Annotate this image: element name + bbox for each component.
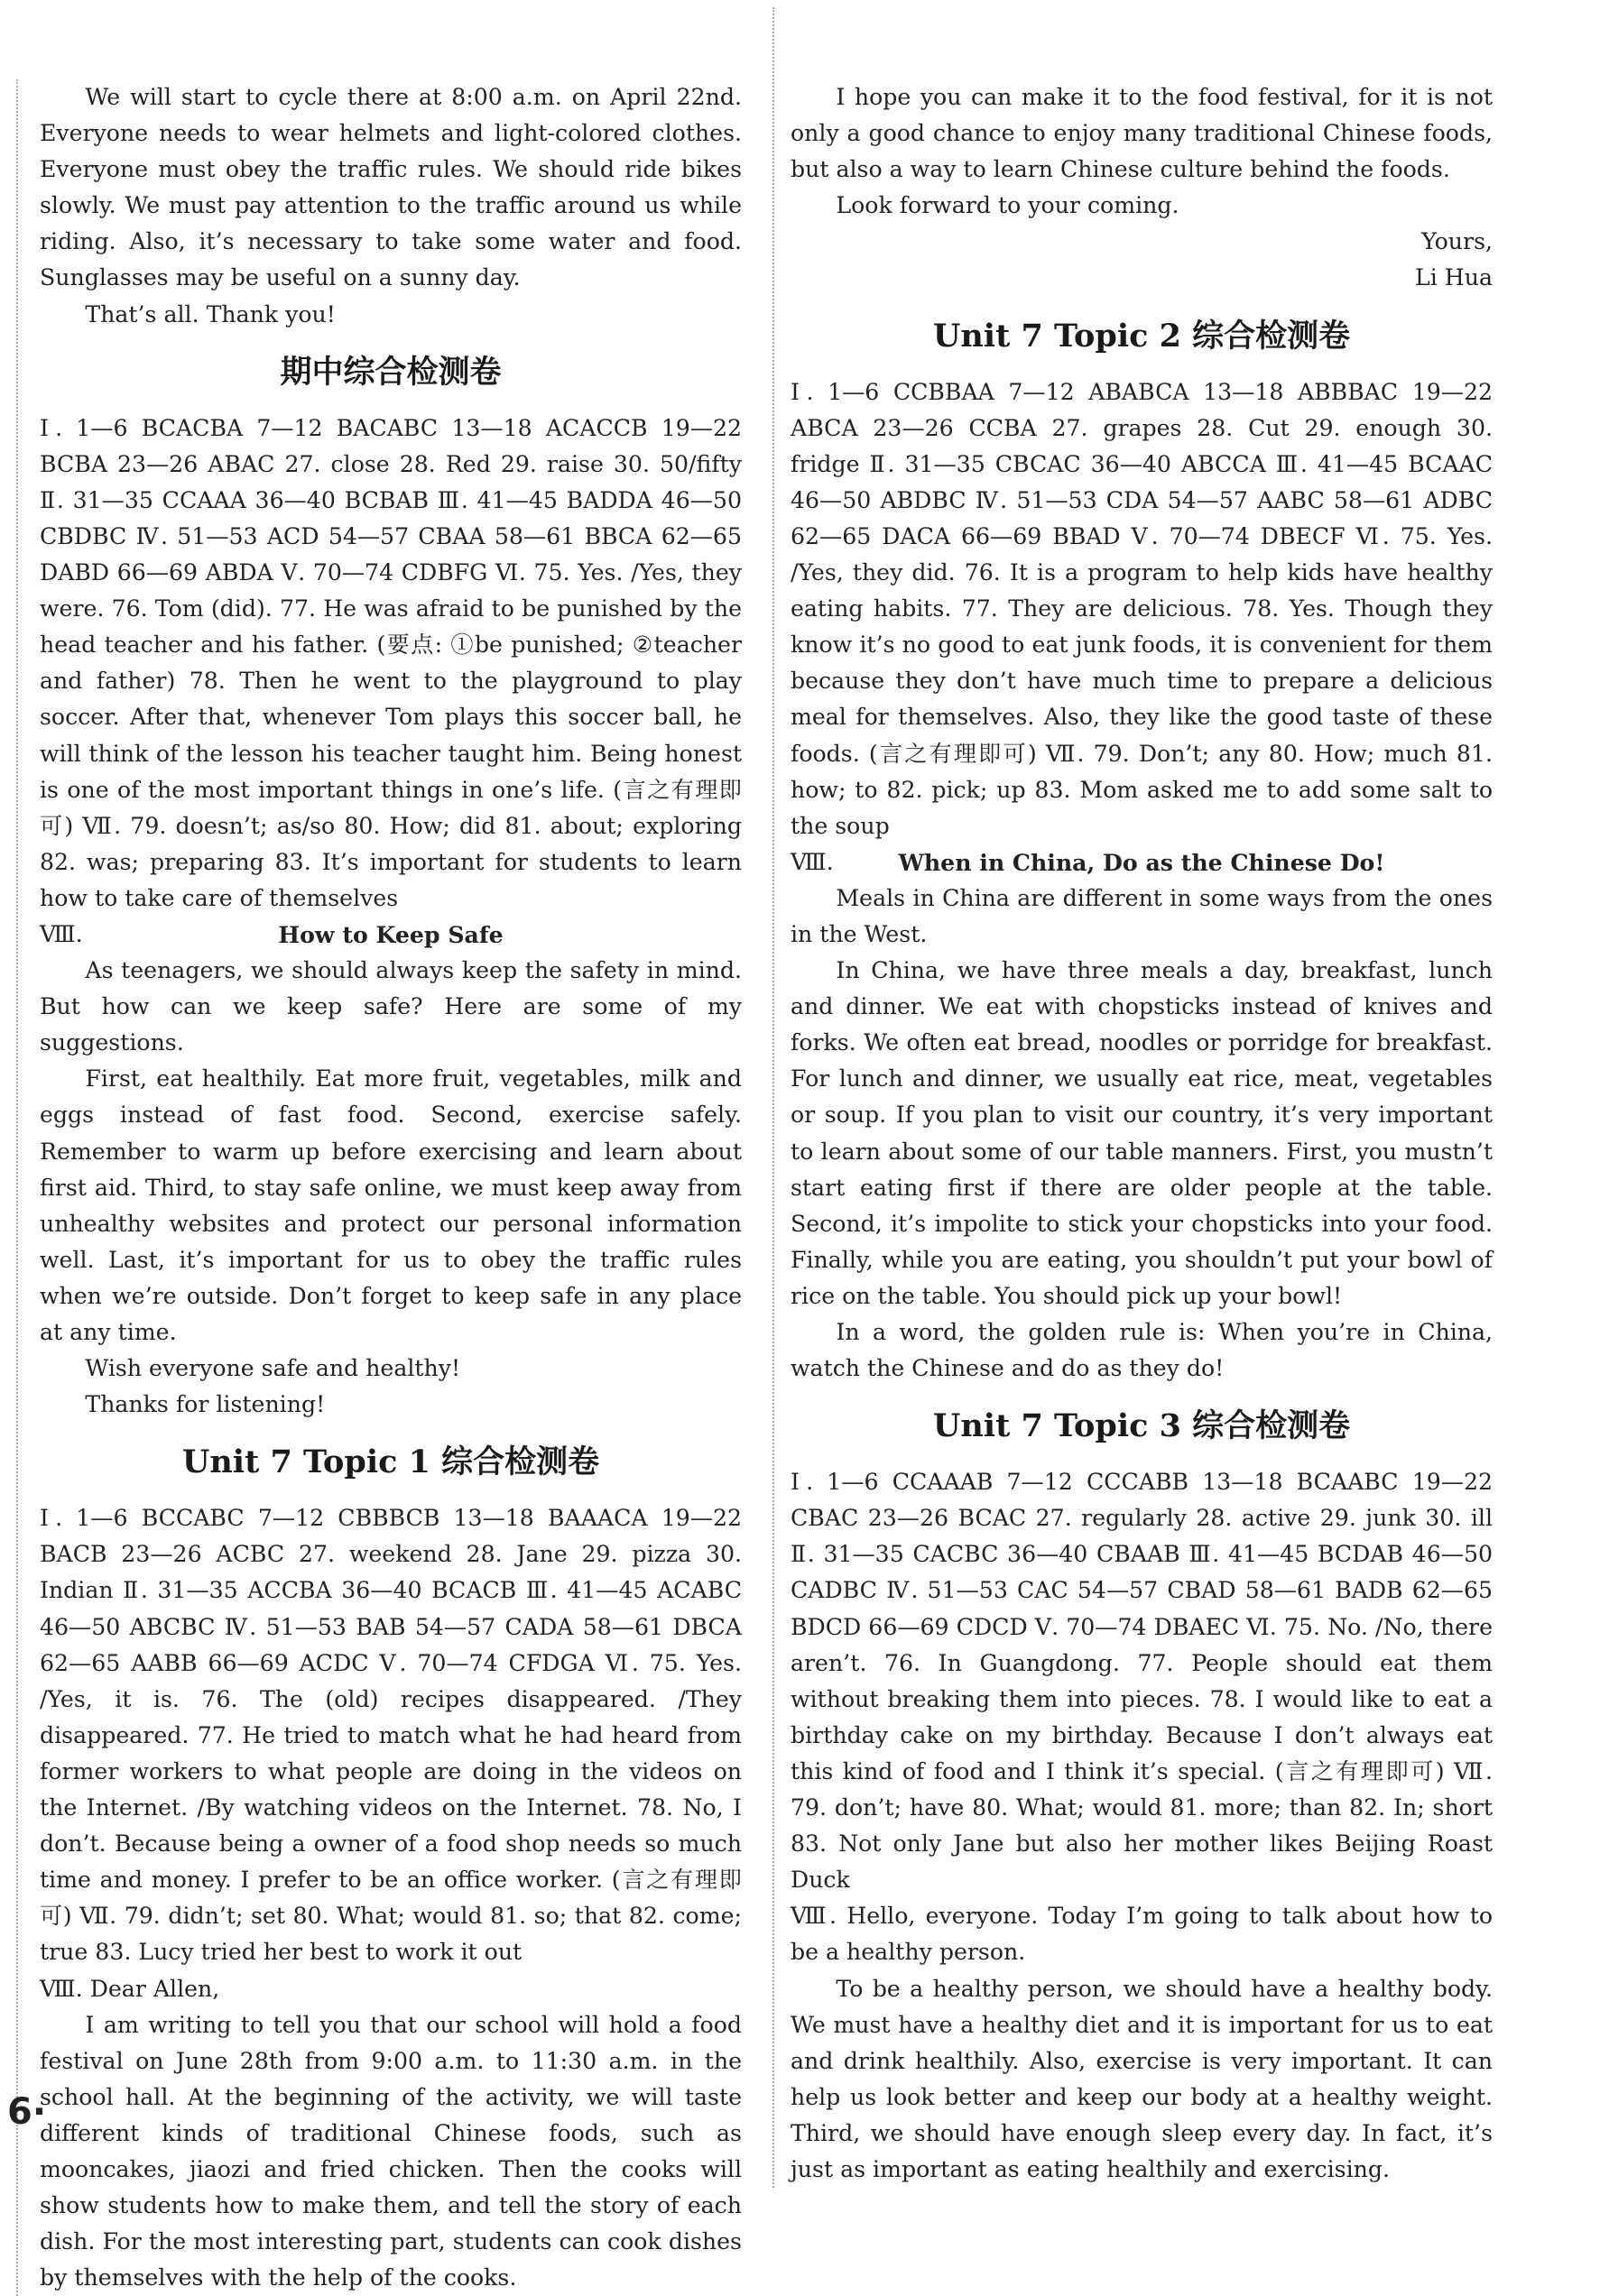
- section-title-midterm: 期中综合检测卷: [280, 353, 502, 391]
- essay-title: How to Keep Safe: [278, 920, 504, 948]
- section-title-topic1: Unit 7 Topic 1 综合检测卷: [181, 1443, 600, 1481]
- essay-heading: [40, 917, 742, 953]
- paragraph: First, eat healthily. Eat more fruit, vegetables, milk and eggs instead of fast food. Second, exercise safely. Remember to warm up before exercising and learn about first aid. Third, to stay safe online, we must keep away from unhealthy websites and protect our personal information well. Last, it’s important for us to obey the traffic rules when we’re outside. Don’t forget to keep safe in any place at any time.: [40, 1065, 742, 1345]
- signature-name: Li Hua: [1415, 264, 1493, 291]
- paragraph: We will start to cycle there at 8:00 a.m. on April 22nd. Everyone needs to wear helmets and light-colored clothes. Everyone must obey the traffic rules. We should ride bikes slowly. We must pay attention to the traffic around us while riding. Also, it’s necessary to take some water and food. Sunglasses may be useful on a sunny day.: [40, 84, 742, 291]
- paragraph: In China, we have three meals a day, breakfast, lunch and dinner. We eat with chopsticks instead of knives and forks. We often eat bread, noodles or porridge for breakfast. For lunch and dinner, we usually eat rice, meat, vegetables or soup. If you plan to visit our country, it’s very important to learn about some of our table manners. First, you mustn’t start eating first if there are older people at the table. Second, it’s impolite to stick your chopsticks into your food. Finally, while you are eating, you shouldn’t put your bowl of rice on the table. You should pick up your bowl!: [791, 957, 1493, 1309]
- essay-number: Ⅷ.: [40, 920, 83, 947]
- answer-key: Ⅰ. 1—6 BCCABC 7—12 CBBBCB 13—18 BAAACA 19—22 BACB 23—26 ACBC 27. weekend 28. Jane 29. pizza 30. Indian Ⅱ. 31—35 ACCBA 36—40 BCACB Ⅲ. 41—45 ACABC 46—50 ABCBC Ⅳ. 51—53 BAB 54—57 CADA 58—61 DBCA 62—65 AABB 66—69 ACDC Ⅴ. 70—74 CFDGA Ⅵ. 75. Yes. /Yes, it is. 76. The (old) recipes disappeared. /They disappeared. 77. He tried to match what he had heard from former workers to what people are doing in the videos on the Internet. /By watching videos on the Internet. 78. No, I don’t. Because being a owner of a food shop needs so much time and money. I prefer to be an office worker. (言之有理即可) Ⅶ. 79. didn’t; set 80. What; would 81. so; that 82. come; true 83. Lucy tried her best to work it out: [40, 1505, 742, 1966]
- essay-title: When in China, Do as the Chinese Do!: [898, 848, 1385, 876]
- answer-key: Ⅰ. 1—6 CCAAAB 7—12 CCCABB 13—18 BCAABC 19—22 CBAC 23—26 BCAC 27. regularly 28. active 29. junk 30. ill Ⅱ. 31—35 CACBC 36—40 CBAAB Ⅲ. 41—45 BCDAB 46—50 CADBC Ⅳ. 51—53 CAC 54—57 CBAD 58—61 BADB 62—65 BDCD 66—69 CDCD Ⅴ. 70—74 DBAEC Ⅵ. 75. No. /No, there aren’t. 76. In Guangdong. 77. People should eat them without breaking them into pieces. 78. I would like to eat a birthday cake on my birthday. Because I don’t always eat this kind of food and I think it’s special. (言之有理即可) Ⅶ. 79. don’t; have 80. What; would 81. more; than 82. In; short 83. Not only Jane but also her mother likes Beijing Roast Duck: [791, 1469, 1493, 1894]
- paragraph: In a word, the golden rule is: When you’re in China, watch the Chinese and do as they do!: [791, 1319, 1493, 1382]
- essay-number: Ⅷ.: [791, 848, 834, 875]
- left-column: [40, 79, 742, 2296]
- paragraph: Thanks for listening!: [85, 1391, 326, 1418]
- paragraph: I am writing to tell you that our school will hold a food festival on June 28th from 9:00 a.m. to 11:30 a.m. in the school hall. At the beginning of the activity, we will taste different kinds of traditional Chinese foods, such as mooncakes, jiaozi and fried chicken. Then the cooks will show students how to make them, and tell the story of each dish. For the most interesting part, students can cook dishes by themselves with the help of the cooks.: [40, 2011, 742, 2291]
- answer-key: Ⅰ. 1—6 BCACBA 7—12 BACABC 13—18 ACACCB 19—22 BCBA 23—26 ABAC 27. close 28. Red 29. raise 30. 50/fifty Ⅱ. 31—35 CCAAA 36—40 BCBAB Ⅲ. 41—45 BADDA 46—50 CBDBC Ⅳ. 51—53 ACD 54—57 CBAA 58—61 BBCA 62—65 DABD 66—69 ABDA Ⅴ. 70—74 CDBFG Ⅵ. 75. Yes. /Yes, they were. 76. Tom (did). 77. He was afraid to be punished by the head teacher and his father. (要点: ①be punished; ②teacher and father) 78. Then he went to the playground to play soccer. After that, whenever Tom plays this soccer ball, he will think of the lesson his teacher taught him. Being honest is one of the most important things in one’s life. (言之有理即可) Ⅶ. 79. doesn’t; as/so 80. How; did 81. about; exploring 82. was; preparing 83. It’s important for students to learn how to take care of themselves: [40, 414, 742, 911]
- signature-closing: Yours,: [1421, 228, 1493, 255]
- paragraph: Meals in China are different in some ways from the ones in the West.: [791, 884, 1493, 947]
- paragraph: Wish everyone safe and healthy!: [85, 1355, 461, 1382]
- paragraph: That’s all. Thank you!: [85, 300, 336, 327]
- paragraph: To be a healthy person, we should have a healthy body. We must have a healthy diet and it is important for us to eat and drink healthily. Also, exercise is very important. It can help us look better and keep our body at a healthy weight. Third, we should have enough sleep every day. In fact, it’s just as important as eating healthily and exercising.: [791, 1975, 1493, 2182]
- paragraph: I hope you can make it to the food festival, for it is not only a good chance to enjoy many traditional Chinese foods, but also a way to learn Chinese culture behind the foods.: [791, 84, 1493, 183]
- paragraph: As teenagers, we should always keep the safety in mind. But how can we keep safe? Here are some of my suggestions.: [40, 957, 742, 1056]
- section-title-topic2: Unit 7 Topic 2 综合检测卷: [932, 317, 1351, 355]
- paragraph: Look forward to your coming.: [836, 192, 1179, 219]
- page-number: 6·: [7, 2091, 47, 2133]
- essay-start: Ⅷ. Dear Allen,: [40, 1975, 220, 2002]
- right-column: [791, 79, 1493, 2188]
- essay-heading: [791, 844, 1493, 881]
- section-title-topic3: Unit 7 Topic 3 综合检测卷: [932, 1407, 1351, 1445]
- essay-start: Ⅷ. Hello, everyone. Today I’m going to talk about how to be a healthy person.: [791, 1903, 1493, 1966]
- answer-key: Ⅰ. 1—6 CCBBAA 7—12 ABABCA 13—18 ABBBAC 19—22 ABCA 23—26 CCBA 27. grapes 28. Cut 29. enough 30. fridge Ⅱ. 31—35 CBCAC 36—40 ABCCA Ⅲ. 41—45 BCAAC 46—50 ABDBC Ⅳ. 51—53 CDA 54—57 AABC 58—61 ADBC 62—65 DACA 66—69 BBAD Ⅴ. 70—74 DBECF Ⅵ. 75. Yes. /Yes, they did. 76. It is a program to help kids have healthy eating habits. 77. They are delicious. 78. Yes. Though they know it’s no good to eat junk foods, it is convenient for them because they don’t have much time to prepare a delicious meal for themselves. Also, they like the good taste of these foods. (言之有理即可) Ⅶ. 79. Don’t; any 80. How; much 81. how; to 82. pick; up 83. Mom asked me to add some salt to the soup: [791, 378, 1493, 839]
